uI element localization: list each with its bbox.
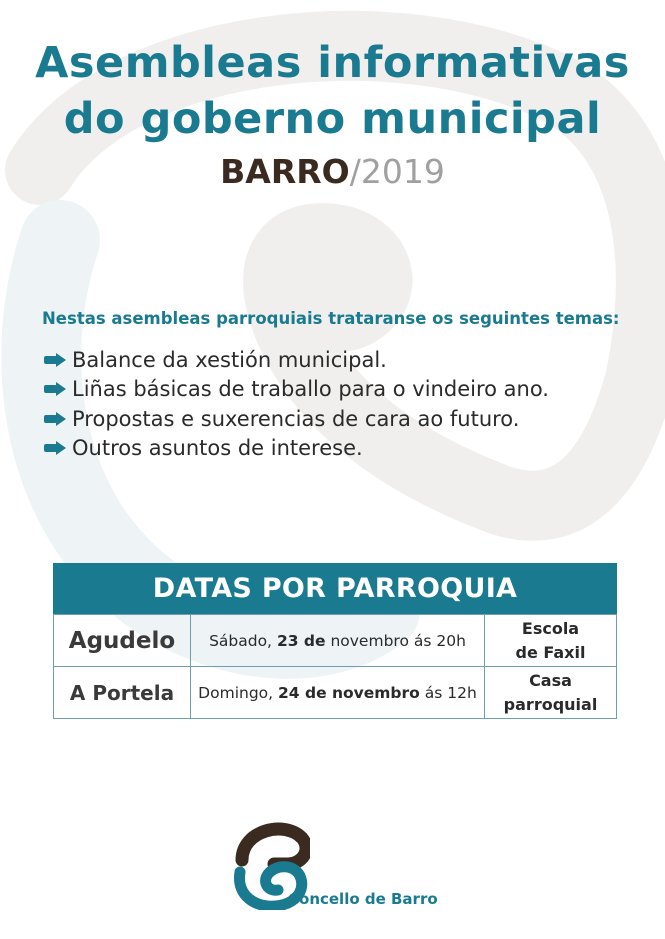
list-item <box>44 404 644 434</box>
arrow-right-icon <box>44 382 66 396</box>
list-item <box>44 345 644 375</box>
list-item <box>44 375 644 405</box>
page-title-line1: Asembleas informativas <box>35 38 630 88</box>
topic-text: Liñas básicas de traballo para o vindeiro ano. <box>72 377 549 402</box>
arrow-right-icon <box>44 441 66 455</box>
subtitle <box>0 152 665 192</box>
schedule-heading: DATAS POR PARROQUIA <box>53 563 617 614</box>
schedule-grid <box>53 614 617 719</box>
time: ás 20h <box>413 631 466 650</box>
page-title-line2: do goberno municipal <box>63 94 602 144</box>
topic-text: Outros asuntos de interese. <box>72 436 363 461</box>
place-name: BARRO <box>220 152 350 191</box>
weekday: Domingo, <box>198 683 274 702</box>
venue <box>485 615 617 667</box>
list-item <box>44 434 644 464</box>
table-row <box>54 667 617 719</box>
venue-line2: de Faxil <box>515 642 586 662</box>
subtitle-separator: / <box>349 152 361 191</box>
venue-line1: Casa <box>529 670 572 690</box>
schedule-table <box>53 563 617 719</box>
table-row <box>54 615 617 667</box>
date: 23 de <box>276 631 326 650</box>
venue-line2: parroquial <box>503 694 598 714</box>
date-time <box>191 615 485 667</box>
month: novembro <box>330 631 409 650</box>
time: ás 12h <box>424 683 477 702</box>
year: 2019 <box>360 152 445 191</box>
arrow-right-icon <box>44 412 66 426</box>
weekday: Sábado, <box>209 631 272 650</box>
date-time <box>191 667 485 719</box>
venue <box>485 667 617 719</box>
parish-name: Agudelo <box>54 615 191 667</box>
parish-name: A Portela <box>54 667 191 719</box>
topic-text: Propostas e suxerencias de cara ao futuro. <box>72 406 520 431</box>
intro-text: Nestas asembleas parroquiais trataranse os seguintes temas: <box>42 309 620 328</box>
org-name: Concello de Barro <box>288 890 438 908</box>
topic-text: Balance da xestión municipal. <box>72 347 387 372</box>
date: 24 de novembro <box>278 683 420 702</box>
topics-list <box>44 345 644 463</box>
venue-line1: Escola <box>521 618 580 638</box>
arrow-right-icon <box>44 353 66 367</box>
